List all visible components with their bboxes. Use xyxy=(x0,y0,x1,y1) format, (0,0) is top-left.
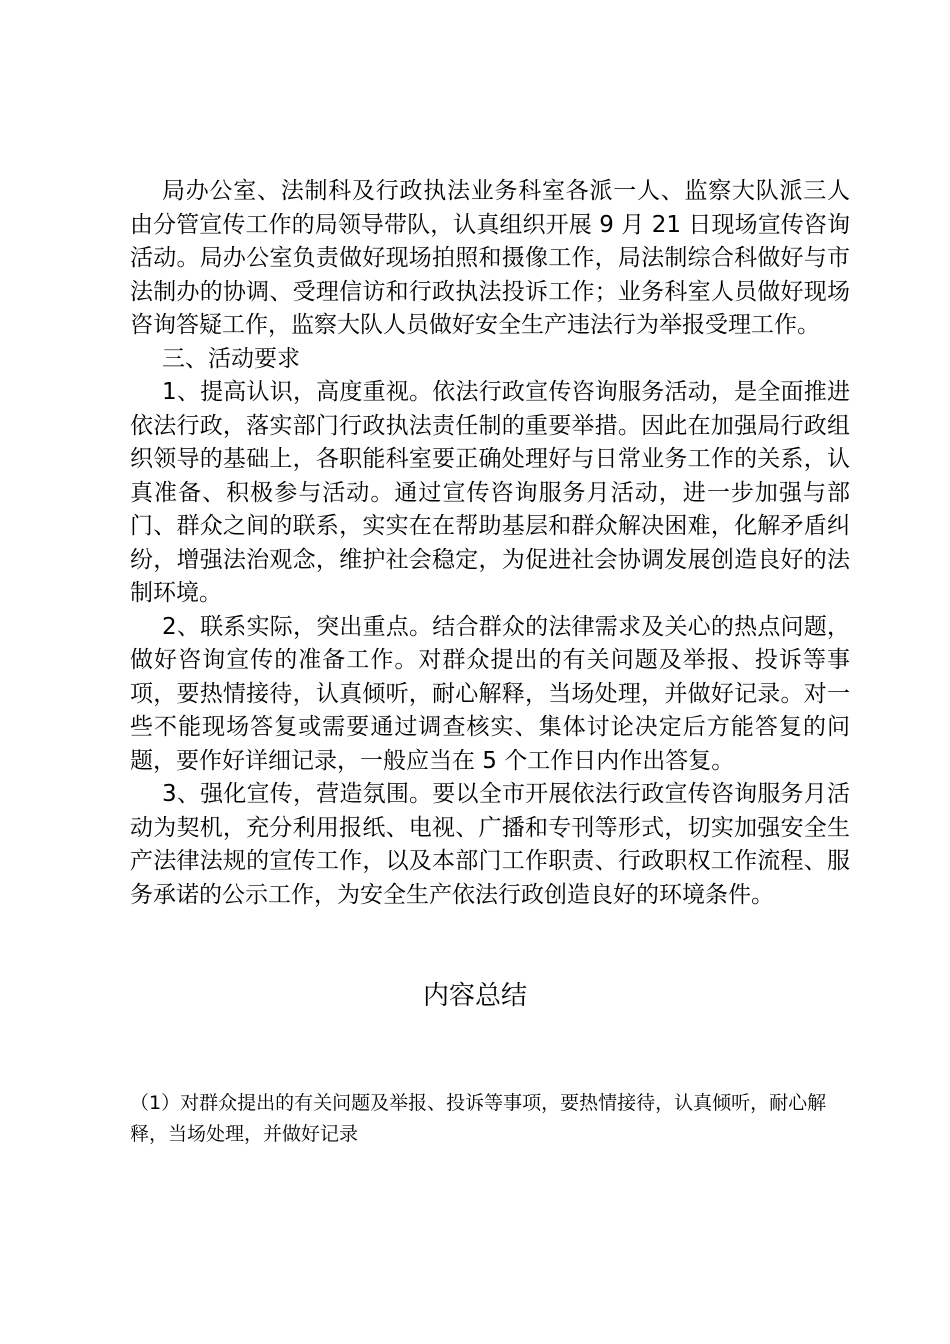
section-heading-activity-requirements: 三、活动要求 xyxy=(162,345,300,372)
body-paragraph-requirement-2: 2、联系实际，突出重点。结合群众的法律需求及关心的热点问题，做好咨询宣传的准备工作。对群众提出的有关问题及举报、投诉等事项，要热情接待，认真倾听，耐心解释，当场处理，并做好记录。对一些不能现场答复或需要通过调查核实、集体讨论决定后方能答复的问题，要作好详细记录，一般应当在 5 个工作日内作出答复。 xyxy=(130,613,850,774)
body-paragraph-requirement-1: 1、提高认识，高度重视。依法行政宣传咨询服务活动，是全面推进依法行政，落实部门行政执法责任制的重要举措。因此在加强局行政组织领导的基础上，各职能科室要正确处理好与日常业务工作的关系，认真准备、积极参与活动。通过宣传咨询服务月活动，进一步加强与部门、群众之间的联系，实实在在帮助基层和群众解决困难，化解矛盾纠纷，增强法治观念，维护社会稳定，为促进社会协调发展创造良好的法制环境。 xyxy=(130,379,850,606)
body-paragraph-requirement-3: 3、强化宣传，营造氛围。要以全市开展依法行政宣传咨询服务月活动为契机，充分利用报纸、电视、广播和专刊等形式，切实加强安全生产法律法规的宣传工作，以及本部门工作职责、行政职权工作流程、服务承诺的公示工作，为安全生产依法行政创造良好的环境条件。 xyxy=(130,781,850,908)
body-paragraph-1: 局办公室、法制科及行政执法业务科室各派一人、监察大队派三人由分管宣传工作的局领导带队，认真组织开展 9 月 21 日现场宣传咨询活动。局办公室负责做好现场拍照和摄像工作，局法制综合科做好与市法制办的协调、受理信访和行政执法投诉工作；业务科室人员做好现场咨询答疑工作，监察大队人员做好安全生产违法行为举报受理工作。 xyxy=(130,178,850,338)
summary-item-1: （1）对群众提出的有关问题及举报、投诉等事项，要热情接待，认真倾听，耐心解释，当场处理，并做好记录 xyxy=(130,1092,827,1145)
document-body xyxy=(130,175,850,912)
summary-title: 内容总结 xyxy=(422,981,527,1011)
